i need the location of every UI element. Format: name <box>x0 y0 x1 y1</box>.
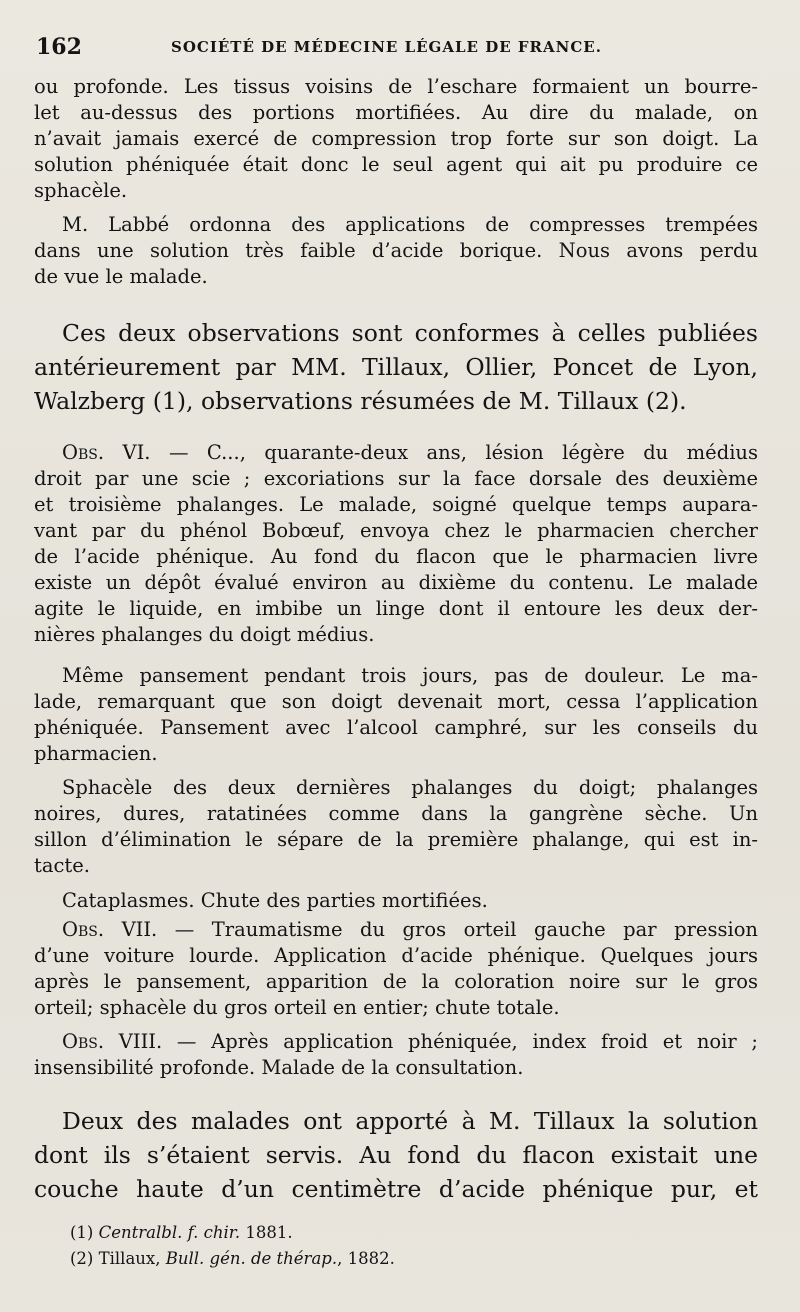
observation-vi <box>34 440 758 648</box>
footnote-2 <box>70 1246 395 1272</box>
footnotes <box>70 1220 395 1272</box>
text-line: d’une voiture lourde. Application d’acide phénique. Quelques jours <box>34 944 758 967</box>
text-line: Walzberg (1), observations résumées de M. Tillaux (2). <box>34 387 687 415</box>
paragraph-sphacele <box>34 775 758 879</box>
observation-viii <box>34 1029 758 1081</box>
obs-label: Obs. VIII. <box>62 1030 163 1053</box>
footnote-marker: (1) <box>70 1223 99 1242</box>
text-line: existe un dépôt évalué environ au dixième du contenu. Le malade <box>34 571 758 594</box>
paragraph-labbe <box>34 212 758 290</box>
text-line: let au-dessus des portions mortifiées. Au dire du malade, on <box>34 101 758 124</box>
text-line: phéniquée. Pansement avec l’alcool camphré, sur les conseils du <box>34 716 758 739</box>
obs-text: — C..., quarante-deux ans, lésion légère du médius <box>150 441 758 464</box>
footnote-title: Centralbl. f. chir. <box>98 1223 241 1242</box>
obs-text: — Traumatisme du gros orteil gauche par pression <box>157 918 758 941</box>
text-line <box>34 1029 758 1055</box>
paragraph-cataplasmes <box>34 888 758 914</box>
text-line: Deux des malades ont apporté à M. Tillaux la solution <box>62 1107 758 1135</box>
running-head: SOCIÉTÉ DE MÉDECINE LÉGALE DE FRANCE. <box>171 38 602 56</box>
text-line: nières phalanges du doigt médius. <box>34 623 375 646</box>
text-line: Même pansement pendant trois jours, pas de douleur. Le ma- <box>62 664 758 687</box>
text-line: droit par une scie ; excoriations sur la face dorsale des deuxième <box>34 467 758 490</box>
text-line: noires, dures, ratatinées comme dans la gangrène sèche. Un <box>34 802 758 825</box>
observation-vii <box>34 917 758 1021</box>
obs-label: Obs. VI. <box>62 441 151 464</box>
text-line: vant par du phénol Bobœuf, envoya chez le pharmacien chercher <box>34 519 758 542</box>
text-line: tacte. <box>34 854 90 877</box>
text-line: et troisième phalanges. Le malade, soigné quelque temps aupara- <box>34 493 758 516</box>
text-line: couche haute d’un centimètre d’acide phénique pur, et <box>34 1175 758 1203</box>
text-line: sphacèle. <box>34 179 128 202</box>
text-line: pharmacien. <box>34 742 158 765</box>
text-line: antérieurement par MM. Tillaux, Ollier, Poncet de Lyon, <box>34 353 758 381</box>
footnote-title: Bull. gén. de thérap. <box>165 1249 338 1268</box>
text-line: dans une solution très faible d’acide borique. Nous avons perdu <box>34 239 758 262</box>
page-number: 162 <box>36 34 82 60</box>
obs-label: Obs. VII. <box>62 918 158 941</box>
text-line: M. Labbé ordonna des applications de compresses trempées <box>62 213 758 236</box>
paragraph-pansement <box>34 663 758 767</box>
text-line: agite le liquide, en imbibe un linge dont il entoure les deux der- <box>34 597 758 620</box>
text-line: Cataplasmes. Chute des parties mortifiées. <box>62 889 488 912</box>
text-line <box>34 440 758 466</box>
text-line: sillon d’élimination le sépare de la première phalange, qui est in- <box>34 828 758 851</box>
text-line <box>34 917 758 943</box>
footnote-rest: , 1882. <box>337 1249 395 1268</box>
text-line: ou profonde. Les tissus voisins de l’eschare formaient un bourre- <box>34 75 758 98</box>
paragraph-final <box>34 1104 758 1206</box>
footnote-1 <box>70 1220 395 1246</box>
obs-text: — Après application phéniquée, index froid et noir ; <box>162 1030 758 1053</box>
text-line: orteil; sphacèle du gros orteil en entier; chute totale. <box>34 996 560 1019</box>
text-line: Ces deux observations sont conformes à celles publiées <box>62 319 758 347</box>
footnote-rest: 1881. <box>240 1223 293 1242</box>
text-line: après le pansement, apparition de la coloration noire sur le gros <box>34 970 758 993</box>
text-line: de vue le malade. <box>34 265 208 288</box>
text-line: insensibilité profonde. Malade de la consultation. <box>34 1056 524 1079</box>
text-line: de l’acide phénique. Au fond du flacon que le pharmacien livre <box>34 545 758 568</box>
text-line: n’avait jamais exercé de compression trop forte sur son doigt. La <box>34 127 758 150</box>
paragraph-conclusion <box>34 316 758 418</box>
page-header <box>36 34 756 60</box>
text-line: lade, remarquant que son doigt devenait mort, cessa l’application <box>34 690 758 713</box>
footnote-marker: (2) Tillaux, <box>70 1249 166 1268</box>
paragraph-eschare <box>34 74 758 204</box>
text-line: solution phéniquée était donc le seul agent qui ait pu produire ce <box>34 153 758 176</box>
text-line: dont ils s’étaient servis. Au fond du flacon existait une <box>34 1141 758 1169</box>
text-line: Sphacèle des deux dernières phalanges du doigt; phalanges <box>62 776 758 799</box>
